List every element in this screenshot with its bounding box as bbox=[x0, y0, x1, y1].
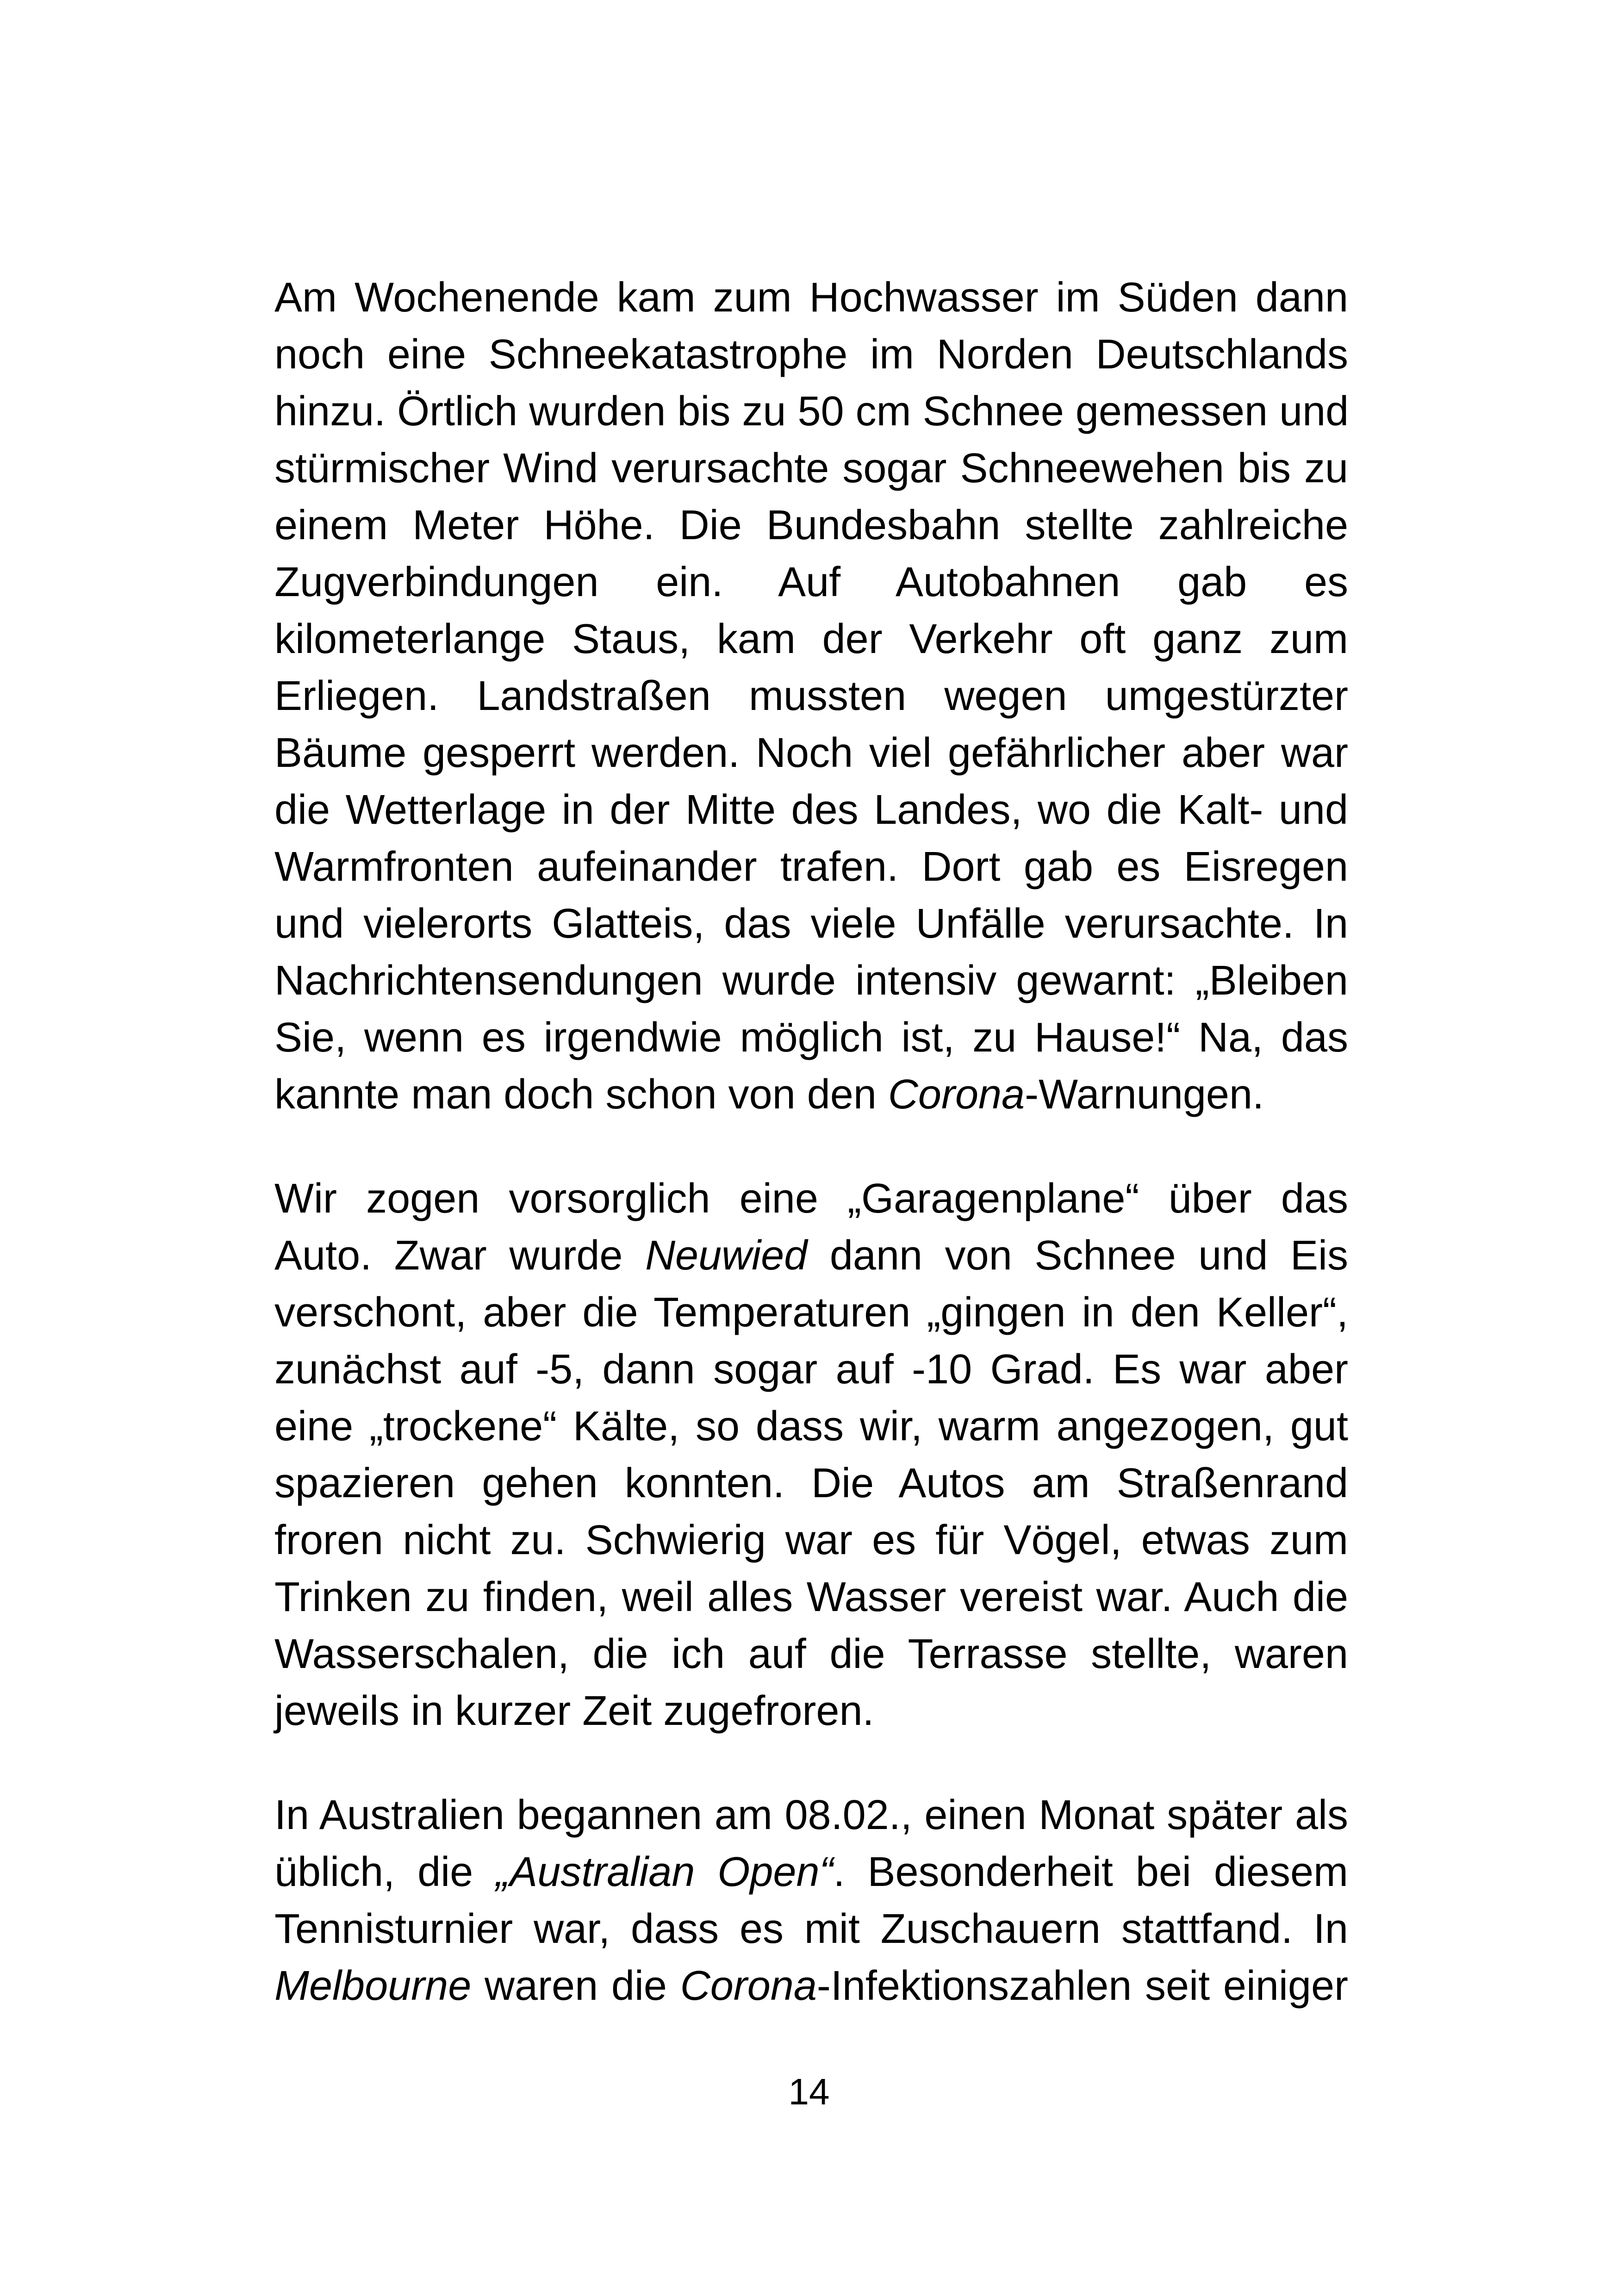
text-line bbox=[274, 326, 1348, 383]
text-line bbox=[274, 440, 1348, 497]
page-number: 14 bbox=[788, 2071, 830, 2112]
text-run: waren die bbox=[471, 1963, 680, 2009]
text-run: Nachrichtensendungen wurde intensiv gewarnt: „Bleiben bbox=[274, 958, 1348, 1004]
text-run: Am Wochenende kam zum Hochwasser im Süden dann bbox=[274, 274, 1348, 321]
text-line bbox=[274, 1844, 1348, 1901]
text-line bbox=[274, 1066, 1348, 1123]
text-run: Erliegen. Landstraßen mussten wegen umgestürzter bbox=[274, 673, 1348, 719]
text-line bbox=[274, 1170, 1348, 1227]
text-line bbox=[274, 1958, 1348, 2015]
italic-text-run: „Australian Open“ bbox=[496, 1849, 834, 1895]
text-run: zunächst auf -5, dann sogar auf -10 Grad. Es war aber bbox=[274, 1346, 1348, 1393]
text-line bbox=[274, 839, 1348, 896]
text-line bbox=[274, 1455, 1348, 1512]
text-run: Sie, wenn es irgendwie möglich ist, zu Hause!“ Na, das bbox=[274, 1014, 1348, 1061]
text-run: Zugverbindungen ein. Auf Autobahnen gab es bbox=[274, 559, 1348, 605]
text-run: hinzu. Örtlich wurden bis zu 50 cm Schnee gemessen und bbox=[274, 388, 1349, 435]
text-run: Bäume gesperrt werden. Noch viel gefährlicher aber war bbox=[274, 730, 1348, 776]
text-run: eine „trockene“ Kälte, so dass wir, warm angezogen, gut bbox=[274, 1403, 1348, 1450]
text-line bbox=[274, 1683, 1348, 1740]
text-line bbox=[274, 383, 1348, 440]
text-line bbox=[274, 611, 1348, 668]
text-run: Trinken zu finden, weil alles Wasser vereist war. Auch die bbox=[274, 1574, 1348, 1620]
text-run: stürmischer Wind verursachte sogar Schneewehen bis zu bbox=[274, 445, 1348, 492]
italic-text-run: Corona bbox=[680, 1963, 817, 2009]
text-line bbox=[274, 896, 1348, 952]
text-run: Auto. Zwar wurde bbox=[274, 1232, 646, 1279]
text-line bbox=[274, 725, 1348, 782]
text-line bbox=[274, 668, 1348, 725]
text-run: Wasserschalen, die ich auf die Terrasse stellte, waren bbox=[274, 1631, 1348, 1677]
text-run: einem Meter Höhe. Die Bundesbahn stellte zahlreiche bbox=[274, 502, 1348, 548]
text-run: jeweils in kurzer Zeit zugefroren. bbox=[274, 1688, 874, 1734]
text-run: kilometerlange Staus, kam der Verkehr oft ganz zum bbox=[274, 616, 1348, 662]
text-line bbox=[274, 1227, 1348, 1284]
text-run: Tennisturnier war, dass es mit Zuschauern stattfand. In bbox=[274, 1906, 1348, 1952]
text-run: und vielerorts Glatteis, das viele Unfälle verursachte. In bbox=[274, 901, 1348, 947]
text-line bbox=[274, 1009, 1348, 1066]
text-run: noch eine Schneekatastrophe im Norden Deutschlands bbox=[274, 331, 1348, 378]
text-run: dann von Schnee und Eis bbox=[807, 1232, 1348, 1279]
text-line bbox=[274, 1901, 1348, 1958]
text-line bbox=[274, 497, 1348, 554]
text-run: In Australien begannen am 08.02., einen Monat später als bbox=[274, 1792, 1348, 1838]
text-run: froren nicht zu. Schwierig war es für Vögel, etwas zum bbox=[274, 1517, 1348, 1563]
text-line bbox=[274, 554, 1348, 611]
text-run: die Wetterlage in der Mitte des Landes, wo die Kalt- und bbox=[274, 787, 1348, 833]
text-run: -Warnungen. bbox=[1025, 1071, 1264, 1118]
text-run: -Infektionszahlen seit einiger bbox=[816, 1963, 1348, 2009]
italic-text-run: Melbourne bbox=[274, 1963, 472, 2009]
text-line bbox=[274, 1626, 1348, 1683]
text-line bbox=[274, 1341, 1348, 1398]
italic-text-run: Corona bbox=[888, 1071, 1025, 1118]
text-line bbox=[274, 1512, 1348, 1569]
text-line bbox=[274, 1787, 1348, 1844]
text-run: Warmfronten aufeinander trafen. Dort gab es Eisregen bbox=[274, 844, 1348, 890]
text-run: Wir zogen vorsorglich eine „Garagenplane“ über das bbox=[274, 1176, 1348, 1222]
text-line bbox=[274, 952, 1348, 1009]
italic-text-run: Neuwied bbox=[645, 1232, 808, 1279]
text-run: spazieren gehen konnten. Die Autos am Straßenrand bbox=[274, 1460, 1348, 1506]
text-line bbox=[274, 1398, 1348, 1455]
text-run: kannte man doch schon von den bbox=[274, 1071, 888, 1118]
text-run: verschont, aber die Temperaturen „gingen in den Keller“, bbox=[274, 1289, 1348, 1336]
text-line bbox=[274, 1284, 1348, 1341]
text-line bbox=[274, 782, 1348, 839]
text-run: . Besonderheit bei diesem bbox=[833, 1849, 1349, 1895]
text-line bbox=[274, 269, 1348, 326]
text-run: üblich, die bbox=[274, 1849, 496, 1895]
text-line bbox=[274, 1569, 1348, 1626]
